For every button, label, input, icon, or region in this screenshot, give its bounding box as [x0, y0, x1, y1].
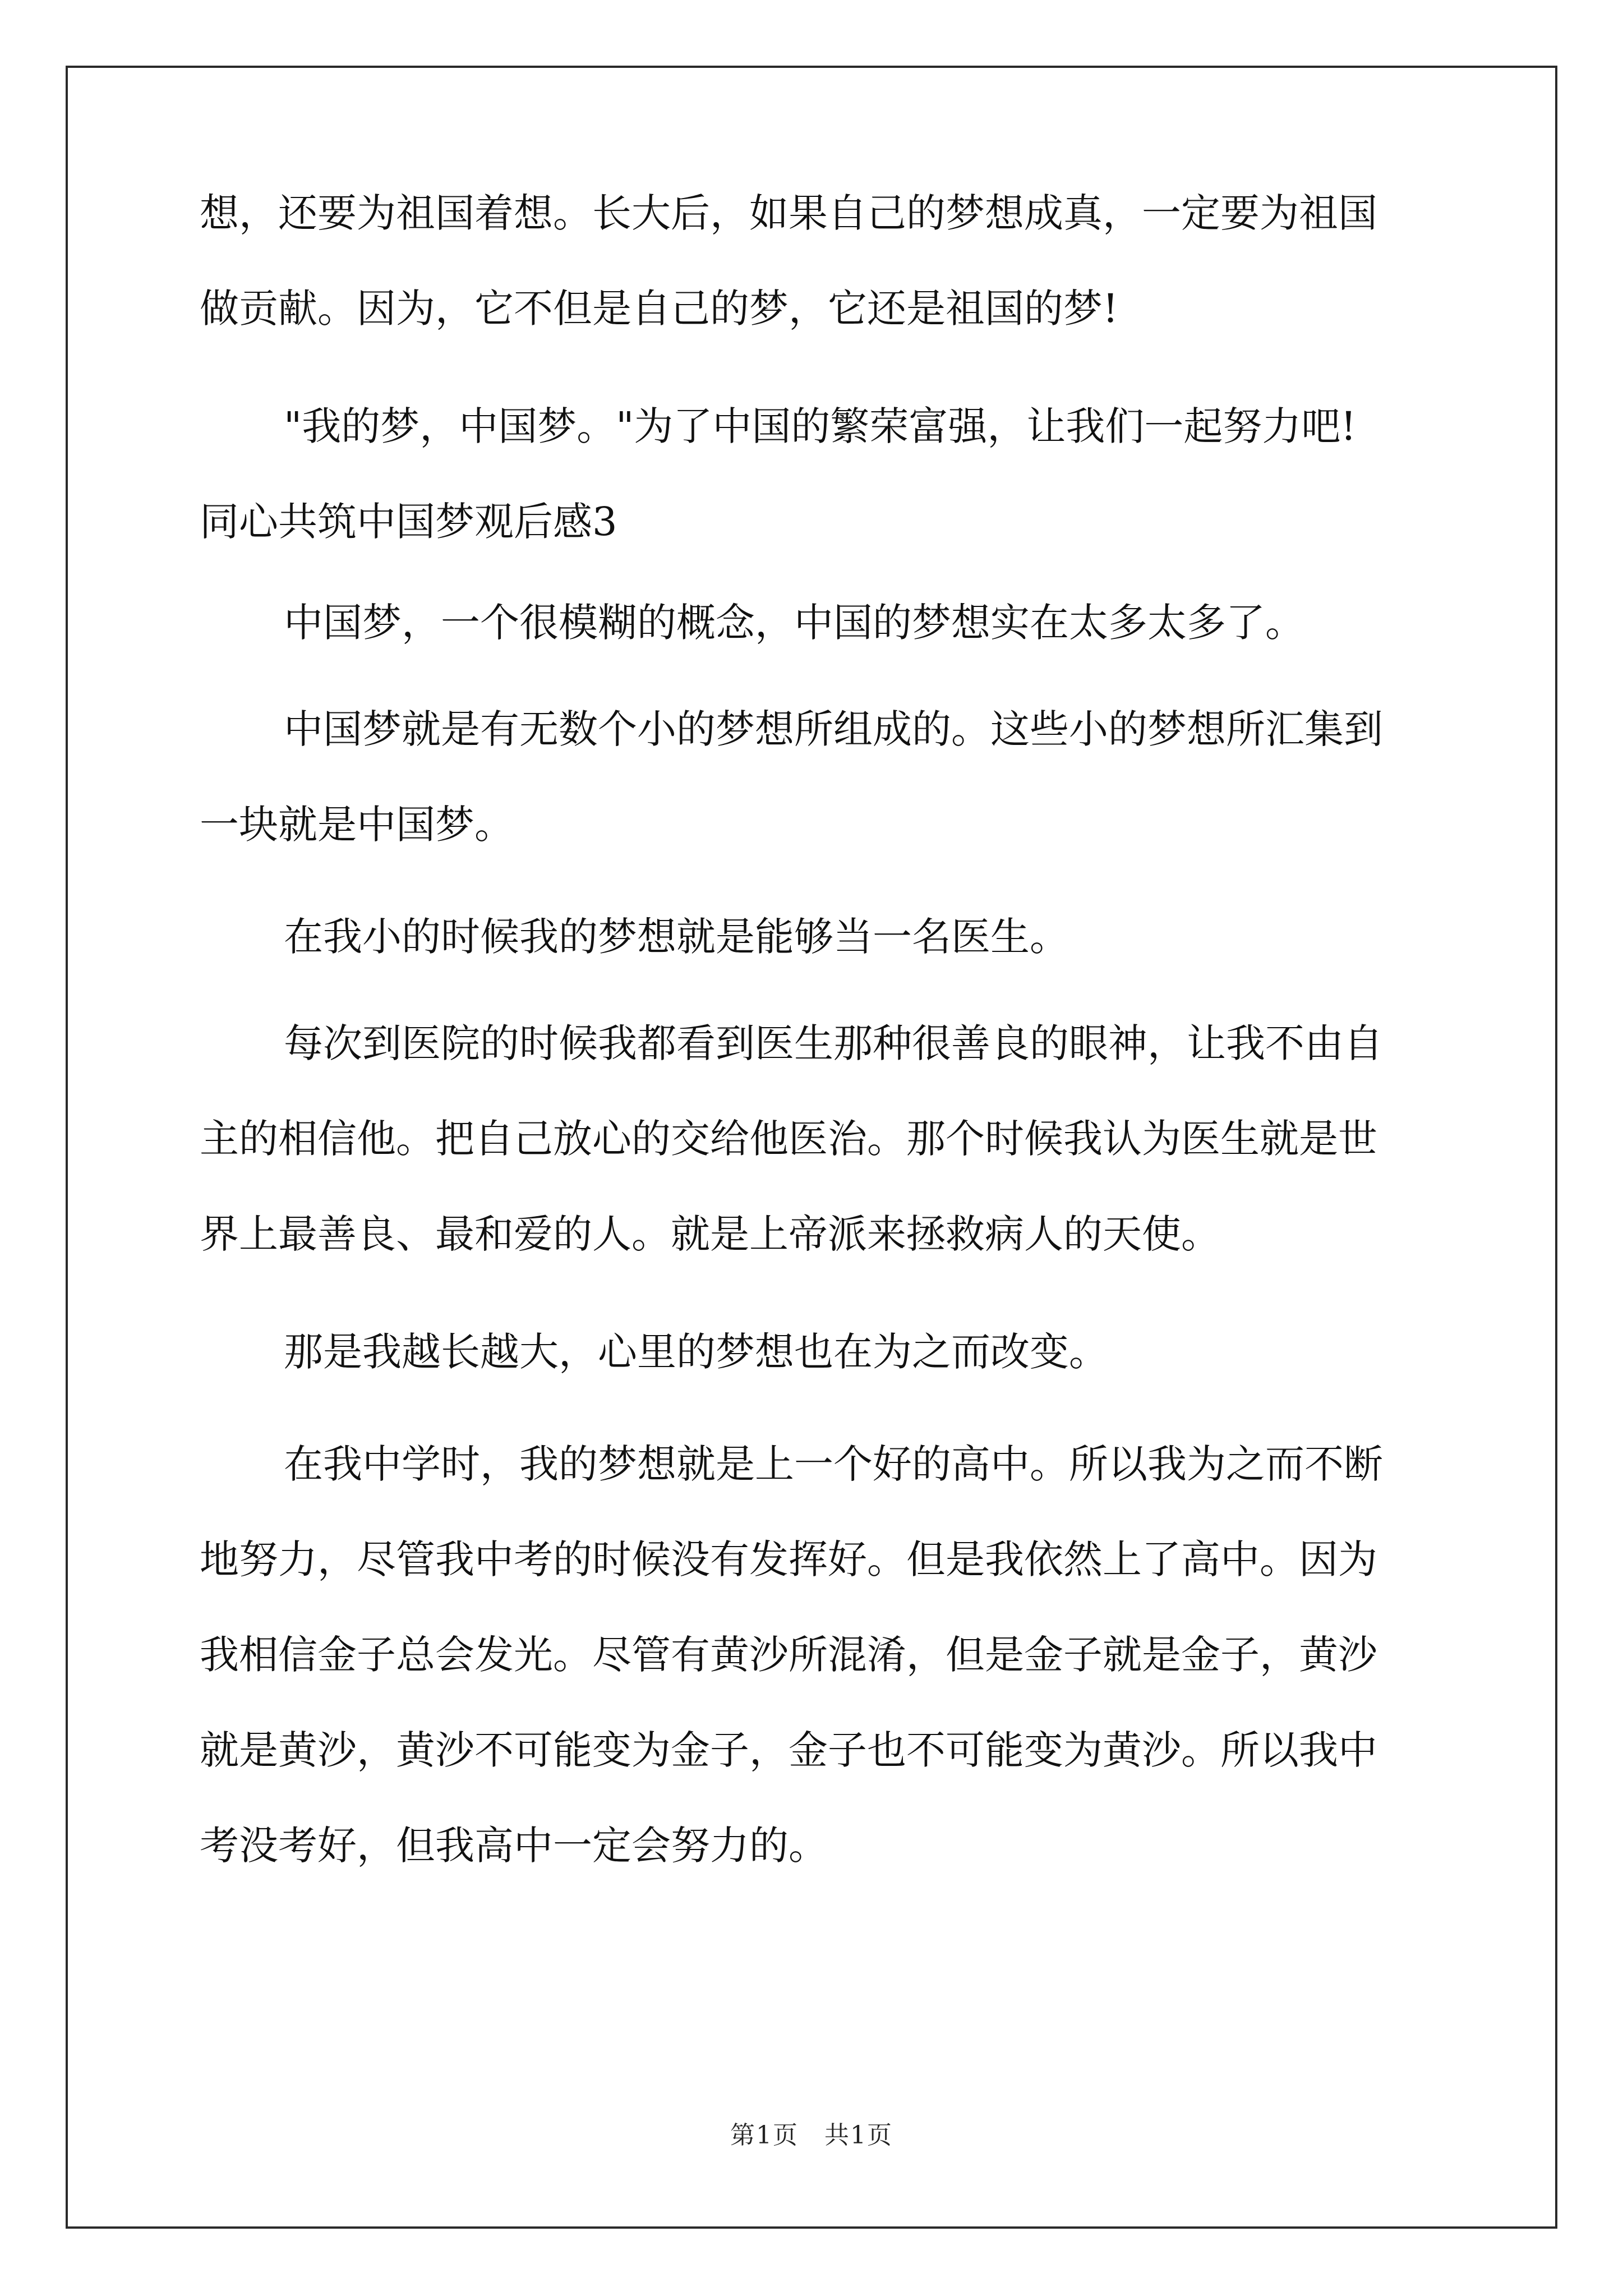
text-line: 中国梦，一个很模糊的概念，中国的梦想实在太多太多了。 [284, 600, 1304, 646]
text-line: 我相信金子总会发光。尽管有黄沙所混淆，但是金子就是金子，黄沙 [200, 1632, 1377, 1678]
text-line: 一块就是中国梦。 [200, 802, 514, 848]
text-line: 界上最善良、最和爱的人。就是上帝派来拯救病人的天使。 [200, 1211, 1220, 1257]
text-line: 在我小的时候我的梦想就是能够当一名医生。 [284, 914, 1069, 960]
page-footer: 第1页 共1页 [730, 2121, 893, 2150]
text-line: 地努力，尽管我中考的时候没有发挥好。但是我依然上了高中。因为 [200, 1536, 1377, 1582]
text-line: 主的相信他。把自己放心的交给他医治。那个时候我认为医生就是世 [200, 1116, 1377, 1162]
text-line: 中国梦就是有无数个小的梦想所组成的。这些小的梦想所汇集到 [284, 706, 1383, 752]
text-line: 想，还要为祖国着想。长大后，如果自己的梦想成真，一定要为祖国 [200, 190, 1377, 236]
text-line: 做贡献。因为，它不但是自己的梦，它还是祖国的梦! [200, 286, 1119, 332]
section-heading: 同心共筑中国梦观后感3 [200, 499, 617, 545]
text-line: 就是黄沙，黄沙不可能变为金子，金子也不可能变为黄沙。所以我中 [200, 1727, 1377, 1773]
text-line: "我的梦，中国梦。"为了中国的繁荣富强，让我们一起努力吧! [284, 403, 1357, 449]
text-line: 那是我越长越大，心里的梦想也在为之而改变。 [284, 1329, 1108, 1375]
text-line: 在我中学时，我的梦想就是上一个好的高中。所以我为之而不断 [284, 1441, 1383, 1487]
text-line: 每次到医院的时候我都看到医生那种很善良的眼神，让我不由自 [284, 1020, 1383, 1066]
text-line: 考没考好，但我高中一定会努力的。 [200, 1823, 828, 1869]
